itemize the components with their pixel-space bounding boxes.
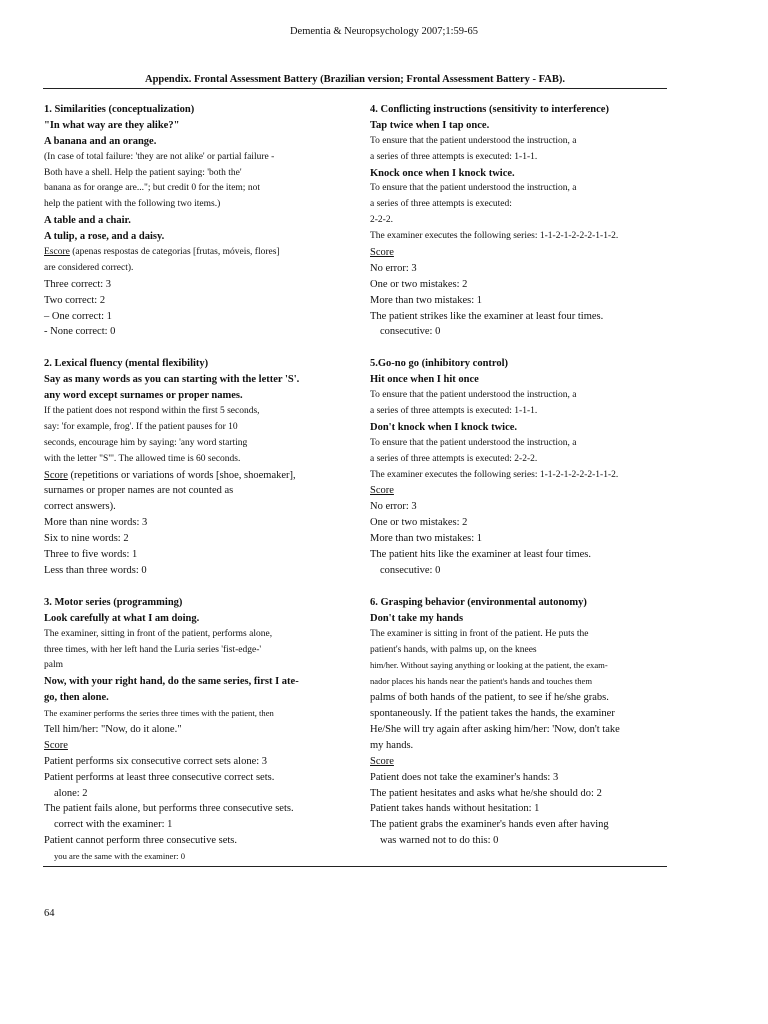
bottom-rule bbox=[43, 866, 667, 867]
score-item: The patient strikes like the examiner at least four times. bbox=[370, 310, 604, 322]
body-text: The examiner executes the following series: 1-1-2-1-2-2-2-1-1-2. bbox=[370, 469, 619, 480]
appendix-title: Appendix. Frontal Assessment Battery (Brazilian version; Frontal Assessment Battery - FAB). bbox=[145, 74, 565, 85]
body-text: To ensure that the patient understood the instruction, a bbox=[370, 183, 577, 194]
score-item: was warned not to do this: 0 bbox=[380, 835, 499, 847]
body-text: Both have a shell. Help the patient saying: 'both the' bbox=[44, 167, 242, 178]
score-intro bbox=[370, 754, 670, 770]
left-column bbox=[44, 102, 344, 865]
score-item: Two correct: 2 bbox=[44, 294, 106, 306]
score-intro bbox=[44, 738, 344, 754]
instruction-text: A tulip, a rose, and a daisy. bbox=[44, 231, 165, 243]
instruction-text: Tap twice when I tap once. bbox=[370, 119, 490, 131]
instruction-text: Knock once when I knock twice. bbox=[370, 167, 515, 179]
score-item: More than two mistakes: 1 bbox=[370, 533, 482, 545]
body-text: a series of three attempts is executed: bbox=[370, 199, 512, 210]
score-label: Score bbox=[370, 485, 394, 497]
instruction-text: any word except surnames or proper names. bbox=[44, 390, 243, 402]
body-text: patient's hands, with palms up, on the knees bbox=[370, 644, 537, 655]
score-label: Score bbox=[44, 739, 68, 751]
score-item: Patient performs six consecutive correct sets alone: 3 bbox=[44, 755, 268, 767]
score-item: you are the same with the examiner: 0 bbox=[54, 851, 186, 862]
instruction-text: "In what way are they alike?" bbox=[44, 119, 180, 131]
section-gap bbox=[44, 579, 344, 595]
section-heading: 4. Conflicting instructions (sensitivity to interference) bbox=[370, 104, 609, 115]
score-item: Six to nine words: 2 bbox=[44, 533, 129, 545]
body-text: If the patient does not respond within the first 5 seconds, bbox=[44, 406, 260, 417]
body-text: palms of both hands of the patient, to see if he/she grabs. bbox=[370, 692, 609, 704]
section-gap bbox=[370, 579, 670, 595]
score-item: correct with the examiner: 1 bbox=[54, 819, 173, 831]
body-text: surnames or proper names are not counted as bbox=[44, 485, 234, 497]
right-column bbox=[370, 102, 670, 849]
score-item: Patient performs at least three consecutive correct sets. bbox=[44, 771, 275, 783]
instruction-text: Don't knock when I knock twice. bbox=[370, 421, 518, 433]
score-item: One or two mistakes: 2 bbox=[370, 517, 468, 529]
instruction-text: Say as many words as you can starting with the letter 'S'. bbox=[44, 374, 300, 386]
body-text: To ensure that the patient understood the instruction, a bbox=[370, 437, 577, 448]
instruction-text: Look carefully at what I am doing. bbox=[44, 612, 200, 624]
page-number: 64 bbox=[44, 908, 55, 919]
score-item: consecutive: 0 bbox=[380, 326, 441, 338]
score-item: The patient fails alone, but performs three consecutive sets. bbox=[44, 803, 294, 815]
section-motor-series bbox=[44, 595, 344, 865]
score-item: alone: 2 bbox=[54, 787, 88, 799]
score-label: Score bbox=[370, 755, 394, 767]
score-label: Escore bbox=[44, 247, 70, 258]
top-rule bbox=[43, 88, 667, 89]
body-text: (repetitions or variations of words [shoe, shoemaker], bbox=[67, 469, 296, 481]
body-text: The examiner is sitting in front of the patient. He puts the bbox=[370, 628, 589, 639]
score-item: The patient grabs the examiner's hands even after having bbox=[370, 819, 609, 831]
section-similarities bbox=[44, 102, 344, 340]
body-text: spontaneously. If the patient takes the hands, the examiner bbox=[370, 708, 615, 720]
body-text: nador places his hands near the patient's hands and touches them bbox=[370, 676, 593, 687]
body-text: seconds, encourage him by saying: 'any word starting bbox=[44, 437, 248, 448]
body-text: my hands. bbox=[370, 739, 414, 751]
body-text: a series of three attempts is executed: 1-1-1. bbox=[370, 406, 538, 417]
instruction-text: Now, with your right hand, do the same series, first I ate- bbox=[44, 676, 299, 688]
section-lexical-fluency bbox=[44, 356, 344, 578]
instruction-text: go, then alone. bbox=[44, 692, 109, 704]
score-item: More than nine words: 3 bbox=[44, 517, 148, 529]
section-grasping-behavior bbox=[370, 595, 670, 849]
score-item: The patient hesitates and asks what he/she should do: 2 bbox=[370, 787, 602, 799]
body-text: (In case of total failure: 'they are not alike' or partial failure - bbox=[44, 151, 275, 162]
body-text: The examiner, sitting in front of the patient, performs alone, bbox=[44, 628, 273, 639]
section-go-no-go bbox=[370, 356, 670, 578]
section-gap bbox=[44, 340, 344, 356]
score-intro bbox=[370, 483, 670, 499]
score-item: consecutive: 0 bbox=[380, 564, 441, 576]
score-item: One or two mistakes: 2 bbox=[370, 278, 468, 290]
journal-header: Dementia & Neuropsychology 2007;1:59-65 bbox=[289, 26, 479, 37]
section-heading: 1. Similarities (conceptualization) bbox=[44, 104, 195, 115]
score-intro bbox=[44, 245, 344, 261]
body-text: are considered correct). bbox=[44, 262, 134, 273]
instruction-text: Hit once when I hit once bbox=[370, 374, 479, 386]
body-text: help the patient with the following two items.) bbox=[44, 199, 221, 210]
body-text: The examiner performs the series three times with the patient, then bbox=[44, 708, 274, 719]
body-text: a series of three attempts is executed: 1-1-1. bbox=[370, 151, 538, 162]
section-heading: 2. Lexical fluency (mental flexibility) bbox=[44, 358, 209, 370]
body-text: say: 'for example, frog'. If the patient pauses for 10 bbox=[44, 421, 238, 432]
body-text: To ensure that the patient understood the instruction, a bbox=[370, 390, 577, 401]
body-text: He/She will try again after asking him/her: 'Now, don't take bbox=[370, 723, 620, 735]
score-item: More than two mistakes: 1 bbox=[370, 294, 482, 306]
body-text: palm bbox=[44, 660, 63, 671]
body-text: a series of three attempts is executed: 2-2-2. bbox=[370, 453, 538, 464]
score-item: - None correct: 0 bbox=[44, 326, 116, 338]
section-heading: 3. Motor series (programming) bbox=[44, 596, 183, 608]
score-item: Three to five words: 1 bbox=[44, 549, 138, 561]
score-item: – One correct: 1 bbox=[44, 310, 112, 322]
body-text: with the letter "S"'. The allowed time is 60 seconds. bbox=[44, 453, 241, 464]
body-text: him/her. Without saying anything or looking at the patient, the exam- bbox=[370, 660, 608, 671]
score-item: Three correct: 3 bbox=[44, 278, 112, 290]
score-item: No error: 3 bbox=[370, 262, 417, 274]
body-text: banana as for orange are..."; but credit 0 for the item; not bbox=[44, 183, 260, 194]
body-text: To ensure that the patient understood the instruction, a bbox=[370, 135, 577, 146]
score-item: Patient does not take the examiner's hands: 3 bbox=[370, 771, 559, 783]
section-gap bbox=[370, 340, 670, 356]
body-text: 2-2-2. bbox=[370, 215, 393, 226]
instruction-text: A table and a chair. bbox=[44, 215, 131, 227]
body-text: The examiner executes the following series: 1-1-2-1-2-2-2-1-1-2. bbox=[370, 231, 619, 242]
score-item: No error: 3 bbox=[370, 501, 417, 513]
section-heading: 6. Grasping behavior (environmental autonomy) bbox=[370, 596, 587, 608]
score-label: Score bbox=[370, 247, 394, 259]
section-conflicting-instructions bbox=[370, 102, 670, 340]
score-intro bbox=[370, 245, 670, 261]
score-label: Score bbox=[44, 469, 68, 481]
score-item: Patient cannot perform three consecutive sets. bbox=[44, 835, 238, 847]
section-heading: 5.Go-no go (inhibitory control) bbox=[370, 358, 509, 370]
instruction-text: A banana and an orange. bbox=[44, 135, 157, 147]
body-text: (apenas respostas de categorias [frutas, móveis, flores] bbox=[69, 247, 280, 258]
score-item: Patient takes hands without hesitation: 1 bbox=[370, 803, 540, 815]
body-text: correct answers). bbox=[44, 501, 116, 513]
body-text: Tell him/her: "Now, do it alone." bbox=[44, 723, 182, 735]
score-intro bbox=[44, 468, 344, 484]
instruction-text: Don't take my hands bbox=[370, 612, 464, 624]
body-text: three times, with her left hand the Luria series 'fist-edge-' bbox=[44, 644, 262, 655]
score-item: The patient hits like the examiner at least four times. bbox=[370, 549, 592, 561]
score-item: Less than three words: 0 bbox=[44, 564, 147, 576]
